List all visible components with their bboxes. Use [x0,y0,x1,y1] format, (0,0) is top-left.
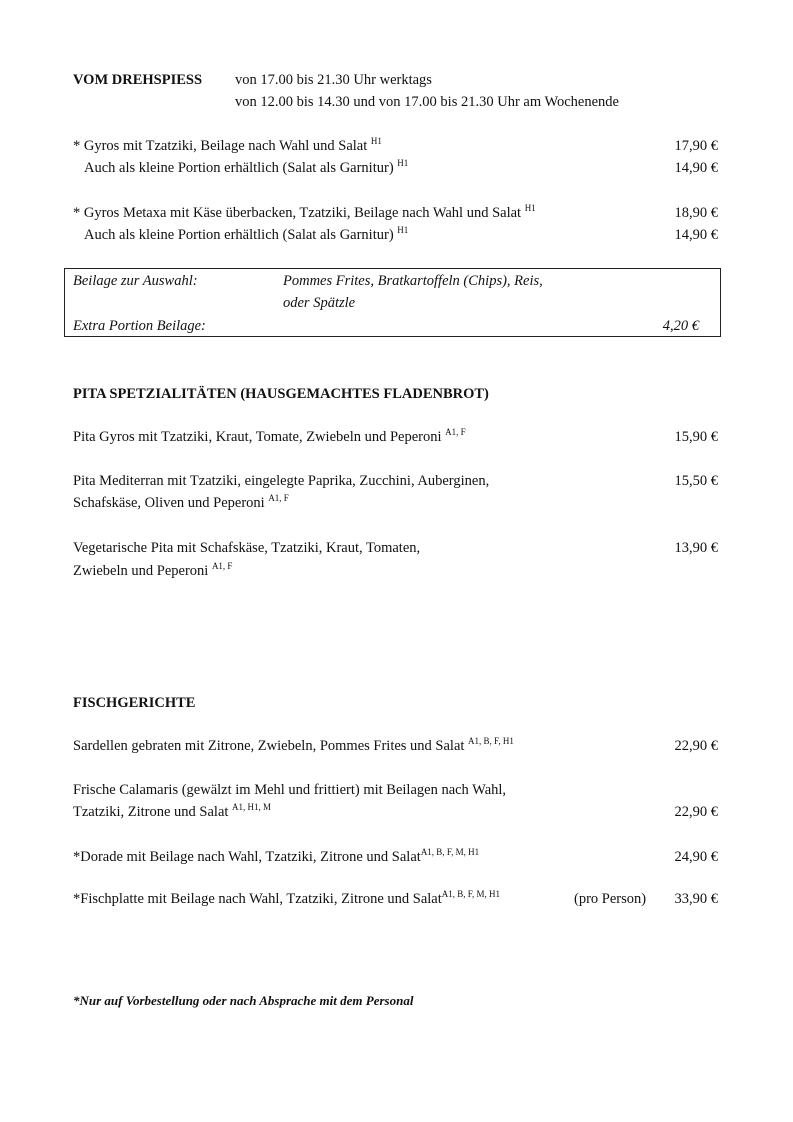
menu-item: Pita Gyros mit Tzatziki, Kraut, Tomate, Zwiebeln und Peperoni $^{A1, F}$ [73,427,466,445]
menu-item-price: 22,90 € [674,804,718,820]
menu-item: Pita Mediterran mit Tzatziki, eingelegte Paprika, Zucchini, Auberginen, [73,473,490,489]
menu-item: Auch als kleine Portion erhältlich (Salat als Garnitur) $^{H1}$ [84,158,409,176]
menu-item-price: 22,90 € [674,738,718,754]
menu-item: Sardellen gebraten mit Zitrone, Zwiebeln, Pommes Frites und Salat $^{A1, B, F, H1}$ [73,736,514,754]
menu-item-price: 17,90 € [674,138,718,154]
menu-item-price: 18,90 € [674,205,718,221]
per-person-note: (pro Person) [574,891,647,907]
menu-item: *Dorade mit Beilage nach Wahl, Tzatziki, Zitrone und Salat$^{A1, B, F, M, H1}$ [73,847,480,865]
menu-item: Auch als kleine Portion erhältlich (Salat als Garnitur) $^{H1}$ [84,225,409,243]
menu-item-cont: Tzatziki, Zitrone und Salat $^{A1, H1, M}$ [73,802,272,820]
hours-weekdays: von 17.00 bis 21.30 Uhr werktags [235,72,432,88]
menu-item-price: 14,90 € [674,227,718,243]
menu-item-price: 33,90 € [674,891,718,907]
menu-item: * Gyros mit Tzatziki, Beilage nach Wahl und Salat $^{H1}$ [73,136,382,154]
menu-item-price: 13,90 € [674,540,718,556]
hours-weekend: von 12.00 bis 14.30 und von 17.00 bis 21.30 Uhr am Wochenende [235,94,619,110]
extra-side-price: 4,20 € [662,318,699,334]
menu-item: Vegetarische Pita mit Schafskäse, Tzatziki, Kraut, Tomaten, [73,540,421,556]
menu-item-price: 15,90 € [674,429,718,445]
menu-item-price: 24,90 € [674,849,718,865]
side-dish-label: Beilage zur Auswahl: [73,273,198,289]
section-title-pita: PITA SPETZIALITÄTEN (HAUSGEMACHTES FLADENBROT) [73,386,489,402]
footnote: *Nur auf Vorbestellung oder nach Absprache mit dem Personal [73,993,414,1008]
side-dish-options: Pommes Frites, Bratkartoffeln (Chips), Reis, [283,273,543,289]
menu-item: *Fischplatte mit Beilage nach Wahl, Tzatziki, Zitrone und Salat$^{A1, B, F, M, H1}$ [73,889,501,907]
extra-side-label: Extra Portion Beilage: [73,318,206,334]
side-dish-options-cont: oder Spätzle [283,295,356,311]
menu-item: * Gyros Metaxa mit Käse überbacken, Tzatziki, Beilage nach Wahl und Salat $^{H1}$ [73,203,536,221]
section-title-fisch: FISCHGERICHTE [73,695,196,711]
menu-item-price: 15,50 € [674,473,718,489]
section-title-drehspiess: VOM DREHSPIESS [73,72,203,88]
menu-item-price: 14,90 € [674,160,718,176]
menu-item: Frische Calamaris (gewälzt im Mehl und frittiert) mit Beilagen nach Wahl, [73,782,507,798]
menu-item-cont: Zwiebeln und Peperoni $^{A1, F}$ [73,561,233,579]
menu-item-cont: Schafskäse, Oliven und Peperoni $^{A1, F}$ [73,493,289,511]
